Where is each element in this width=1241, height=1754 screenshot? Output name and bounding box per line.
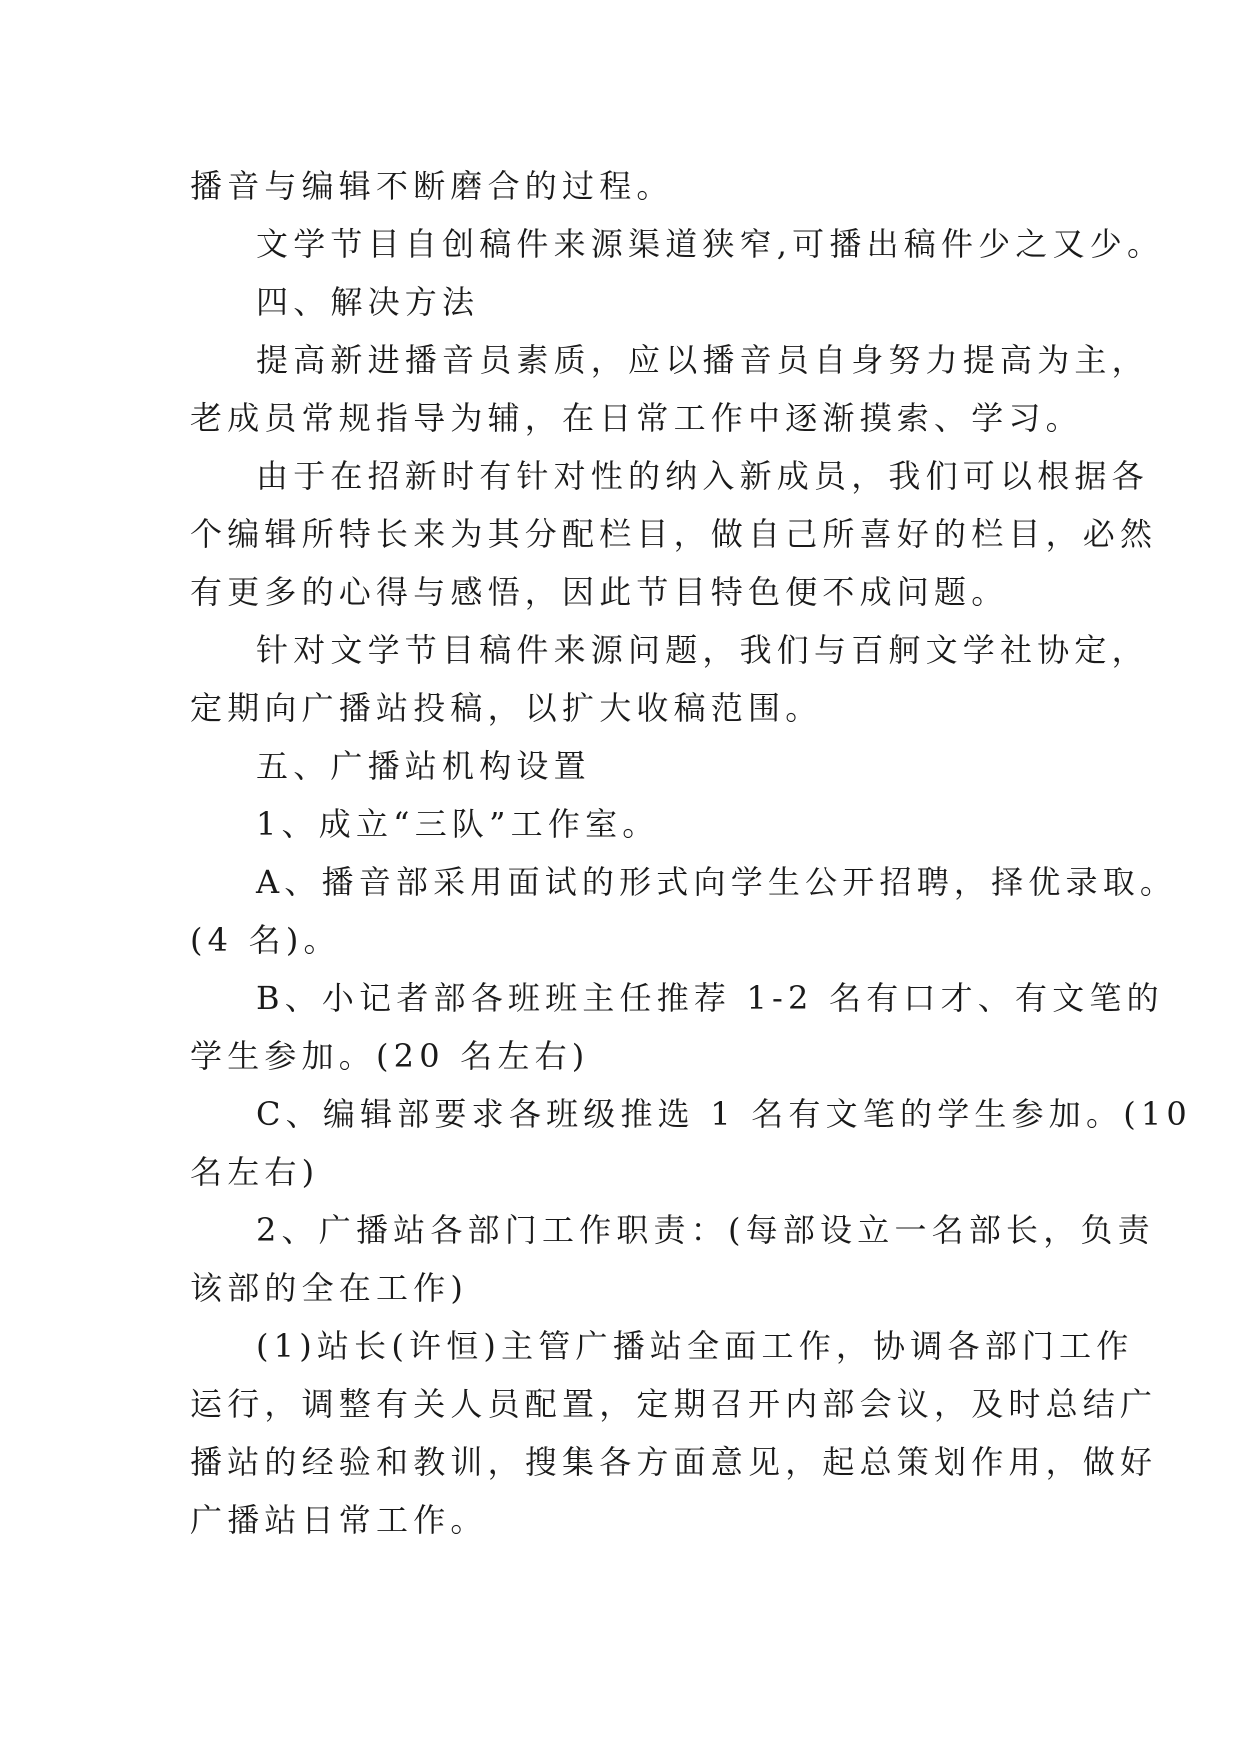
text-line: (1)站长(许恒)主管广播站全面工作，协调各部门工作 <box>256 1327 1134 1365</box>
text-line: (4 名)。 <box>190 921 341 959</box>
text-line: B、小记者部各班班主任推荐 1-2 名有口才、有文笔的 <box>256 979 1164 1017</box>
text-line: 文学节目自创稿件来源渠道狭窄,可播出稿件少之又少。 <box>256 225 1165 263</box>
text-line: 针对文学节目稿件来源问题，我们与百舸文学社协定， <box>256 631 1149 669</box>
text-line: 由于在招新时有针对性的纳入新成员，我们可以根据各 <box>256 457 1149 495</box>
text-line: 老成员常规指导为辅，在日常工作中逐渐摸索、学习。 <box>190 399 1083 437</box>
text-line: 播音与编辑不断磨合的过程。 <box>190 167 674 205</box>
text-line: 2、广播站各部门工作职责：(每部设立一名部长，负责 <box>256 1211 1155 1249</box>
text-line: 五、广播站机构设置 <box>256 747 591 785</box>
text-line: C、编辑部要求各班级推选 1 名有文笔的学生参加。(10 <box>256 1095 1192 1133</box>
text-line: 名左右) <box>190 1153 320 1191</box>
text-line: 四、解决方法 <box>256 283 480 321</box>
document-body <box>190 157 1192 1549</box>
text-line: 定期向广播站投稿，以扩大收稿范围。 <box>190 689 823 727</box>
text-line: 个编辑所特长来为其分配栏目，做自己所喜好的栏目，必然 <box>190 515 1158 553</box>
text-line: 运行，调整有关人员配置，定期召开内部会议，及时总结广 <box>190 1385 1158 1423</box>
text-line: 该部的全在工作) <box>190 1269 469 1307</box>
text-line: A、播音部采用面试的形式向学生公开招聘，择优录取。 <box>256 863 1178 901</box>
text-line: 提高新进播音员素质，应以播音员自身努力提高为主， <box>256 341 1149 379</box>
text-line: 播站的经验和教训，搜集各方面意见，起总策划作用，做好 <box>190 1443 1158 1481</box>
text-line: 有更多的心得与感悟，因此节目特色便不成问题。 <box>190 573 1009 611</box>
text-line: 学生参加。(20 名左右) <box>190 1037 590 1075</box>
text-line: 广播站日常工作。 <box>190 1501 488 1539</box>
text-line: 1、成立“三队”工作室。 <box>256 805 660 843</box>
